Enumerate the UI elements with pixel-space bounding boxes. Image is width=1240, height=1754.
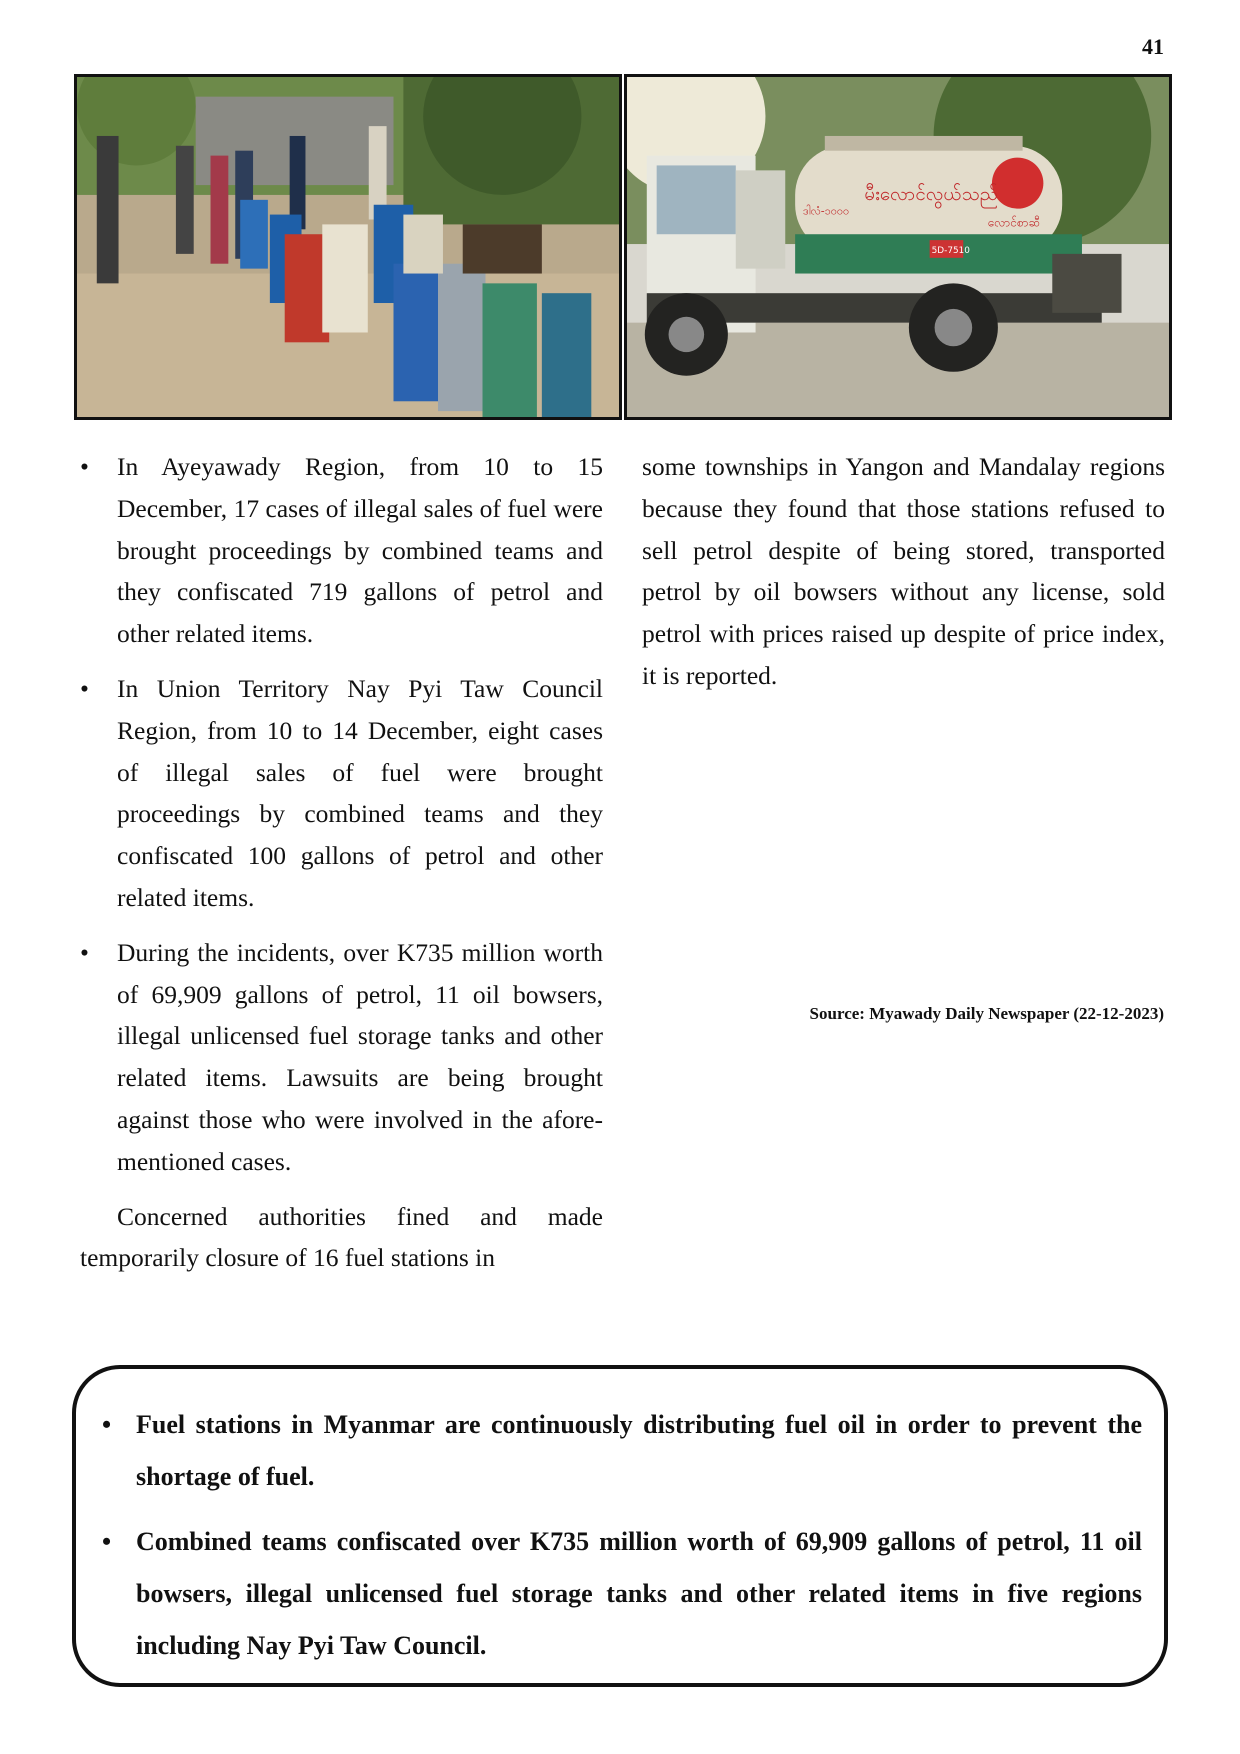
list-item: • In Ayeyawady Region, from 10 to 15 December, 17 cases of illegal sales of fuel were brought proceedings by combined teams and they confiscated 719 gallons of petrol and other related items.	[80, 446, 603, 655]
tank-hazard-text: မီးလောင်လွယ်သည်	[864, 183, 998, 205]
fuel-drums-photo	[74, 74, 622, 420]
oil-bowser-truck-photo	[624, 74, 1172, 420]
closure-paragraph-continued: some townships in Yangon and Mandalay regions because they found that those stations refused to sell petrol despite of being stored, transported petrol by oil bowsers without any license, sold petrol with prices raised up despite of price index, it is reported.	[642, 452, 1165, 690]
list-item: • In Union Territory Nay Pyi Taw Council Region, from 10 to 14 December, eight cases of illegal sales of fuel were brought proceedings by combined teams and they confiscated 100 gallons of petrol and other related items.	[80, 668, 603, 919]
summary-point: • Fuel stations in Myanmar are continuously distributing fuel oil in order to prevent the shortage of fuel.	[96, 1399, 1142, 1503]
right-column	[642, 446, 1165, 697]
fuel-drums-image	[77, 77, 619, 417]
oil-bowser-image	[627, 77, 1169, 417]
page-number: 41	[1142, 34, 1164, 59]
left-column	[80, 446, 603, 1279]
license-plate: 5D-7510	[931, 245, 970, 256]
summary-list	[96, 1399, 1142, 1672]
summary-box	[72, 1365, 1168, 1687]
closure-paragraph-start: Concerned authorities fined and made temporarily closure of 16 fuel stations in	[80, 1201, 603, 1273]
list-item: • During the incidents, over K735 million worth of 69,909 gallons of petrol, 11 oil bowsers, illegal unlicensed fuel storage tanks and other related items. Lawsuits are being brought against those who were involved in the afore-mentioned cases.	[80, 932, 603, 1183]
left-bullet-list	[80, 446, 603, 1183]
source-citation: Source: Myawady Daily Newspaper (22-12-2023)	[809, 1004, 1164, 1023]
summary-point: • Combined teams confiscated over K735 million worth of 69,909 gallons of petrol, 11 oil bowsers, illegal unlicensed fuel storage tanks and other related items in five regions including Nay Pyi Taw Council.	[96, 1516, 1142, 1672]
tank-fuel-text: လောင်စာဆီ	[988, 215, 1041, 230]
tank-code-text: ဒါလံ-၁၀၀၀	[803, 204, 850, 218]
